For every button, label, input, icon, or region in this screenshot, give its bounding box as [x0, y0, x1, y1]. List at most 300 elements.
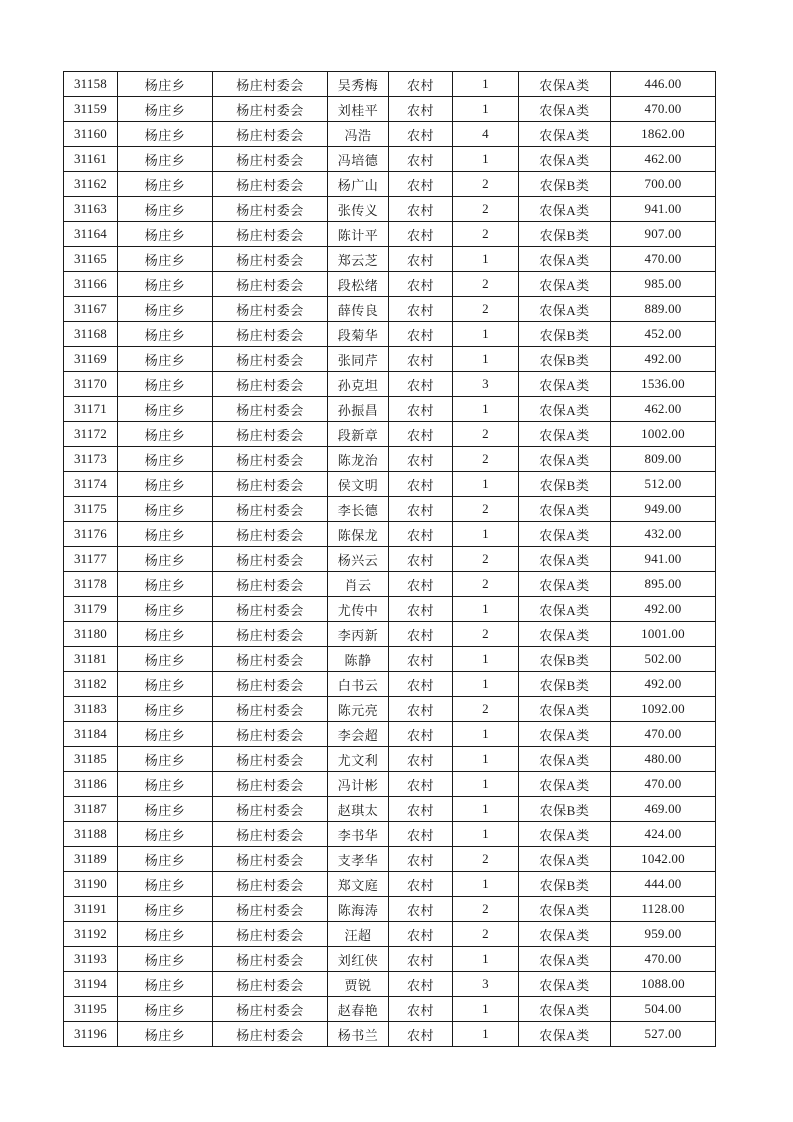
cell-township: 杨庄乡: [118, 122, 213, 147]
cell-household-type: 农村: [389, 747, 453, 772]
cell-record-id: 31188: [64, 822, 118, 847]
cell-amount: 452.00: [611, 322, 716, 347]
cell-person-count: 2: [453, 847, 519, 872]
table-row: [64, 1022, 716, 1047]
cell-record-id: 31175: [64, 497, 118, 522]
table-row: [64, 247, 716, 272]
cell-person-name: 郑文庭: [328, 872, 389, 897]
cell-amount: 446.00: [611, 72, 716, 97]
cell-village-committee: 杨庄村委会: [213, 547, 328, 572]
cell-record-id: 31166: [64, 272, 118, 297]
cell-person-count: 2: [453, 222, 519, 247]
cell-insurance-category: 农保A类: [519, 197, 611, 222]
cell-insurance-category: 农保A类: [519, 97, 611, 122]
cell-amount: 985.00: [611, 272, 716, 297]
cell-person-count: 2: [453, 447, 519, 472]
cell-person-name: 赵春艳: [328, 997, 389, 1022]
cell-township: 杨庄乡: [118, 447, 213, 472]
cell-household-type: 农村: [389, 472, 453, 497]
cell-person-count: 1: [453, 472, 519, 497]
table-row: [64, 97, 716, 122]
cell-village-committee: 杨庄村委会: [213, 972, 328, 997]
table-row: [64, 597, 716, 622]
table-row: [64, 497, 716, 522]
cell-amount: 907.00: [611, 222, 716, 247]
table-row: [64, 397, 716, 422]
cell-insurance-category: 农保A类: [519, 247, 611, 272]
cell-person-count: 1: [453, 72, 519, 97]
cell-person-name: 段新章: [328, 422, 389, 447]
table-row: [64, 647, 716, 672]
cell-village-committee: 杨庄村委会: [213, 997, 328, 1022]
table-row: [64, 972, 716, 997]
cell-township: 杨庄乡: [118, 822, 213, 847]
cell-village-committee: 杨庄村委会: [213, 172, 328, 197]
cell-insurance-category: 农保B类: [519, 797, 611, 822]
cell-township: 杨庄乡: [118, 522, 213, 547]
cell-person-name: 支孝华: [328, 847, 389, 872]
cell-record-id: 31169: [64, 347, 118, 372]
cell-amount: 432.00: [611, 522, 716, 547]
cell-record-id: 31196: [64, 1022, 118, 1047]
cell-amount: 889.00: [611, 297, 716, 322]
cell-township: 杨庄乡: [118, 972, 213, 997]
cell-record-id: 31190: [64, 872, 118, 897]
cell-household-type: 农村: [389, 97, 453, 122]
cell-township: 杨庄乡: [118, 197, 213, 222]
cell-insurance-category: 农保A类: [519, 122, 611, 147]
table-row: [64, 72, 716, 97]
table-row: [64, 447, 716, 472]
cell-person-name: 陈海涛: [328, 897, 389, 922]
cell-person-name: 汪超: [328, 922, 389, 947]
cell-household-type: 农村: [389, 597, 453, 622]
cell-person-count: 1: [453, 147, 519, 172]
cell-household-type: 农村: [389, 322, 453, 347]
cell-person-name: 陈静: [328, 647, 389, 672]
cell-household-type: 农村: [389, 697, 453, 722]
table-row: [64, 172, 716, 197]
cell-insurance-category: 农保A类: [519, 597, 611, 622]
cell-insurance-category: 农保A类: [519, 422, 611, 447]
cell-person-name: 李书华: [328, 822, 389, 847]
cell-person-name: 刘红侠: [328, 947, 389, 972]
cell-record-id: 31193: [64, 947, 118, 972]
cell-township: 杨庄乡: [118, 547, 213, 572]
cell-insurance-category: 农保A类: [519, 747, 611, 772]
cell-household-type: 农村: [389, 497, 453, 522]
cell-village-committee: 杨庄村委会: [213, 797, 328, 822]
cell-record-id: 31161: [64, 147, 118, 172]
cell-record-id: 31178: [64, 572, 118, 597]
cell-insurance-category: 农保B类: [519, 672, 611, 697]
cell-village-committee: 杨庄村委会: [213, 1022, 328, 1047]
cell-township: 杨庄乡: [118, 997, 213, 1022]
cell-township: 杨庄乡: [118, 922, 213, 947]
table-row: [64, 997, 716, 1022]
cell-person-count: 1: [453, 97, 519, 122]
cell-household-type: 农村: [389, 297, 453, 322]
cell-person-count: 2: [453, 172, 519, 197]
cell-person-name: 陈计平: [328, 222, 389, 247]
table-body: [64, 72, 716, 1047]
cell-record-id: 31163: [64, 197, 118, 222]
cell-amount: 1042.00: [611, 847, 716, 872]
cell-insurance-category: 农保A类: [519, 72, 611, 97]
cell-record-id: 31164: [64, 222, 118, 247]
cell-amount: 941.00: [611, 197, 716, 222]
cell-township: 杨庄乡: [118, 172, 213, 197]
cell-amount: 424.00: [611, 822, 716, 847]
cell-household-type: 农村: [389, 847, 453, 872]
cell-amount: 480.00: [611, 747, 716, 772]
cell-record-id: 31174: [64, 472, 118, 497]
cell-township: 杨庄乡: [118, 72, 213, 97]
cell-township: 杨庄乡: [118, 847, 213, 872]
cell-township: 杨庄乡: [118, 322, 213, 347]
cell-person-count: 2: [453, 897, 519, 922]
cell-person-name: 段菊华: [328, 322, 389, 347]
cell-amount: 492.00: [611, 672, 716, 697]
cell-township: 杨庄乡: [118, 397, 213, 422]
cell-village-committee: 杨庄村委会: [213, 197, 328, 222]
cell-person-count: 1: [453, 822, 519, 847]
table-row: [64, 122, 716, 147]
cell-township: 杨庄乡: [118, 497, 213, 522]
table-row: [64, 772, 716, 797]
table-row: [64, 147, 716, 172]
cell-amount: 1001.00: [611, 622, 716, 647]
cell-township: 杨庄乡: [118, 747, 213, 772]
cell-household-type: 农村: [389, 522, 453, 547]
cell-person-name: 冯计彬: [328, 772, 389, 797]
cell-person-count: 2: [453, 497, 519, 522]
cell-record-id: 31182: [64, 672, 118, 697]
cell-amount: 959.00: [611, 922, 716, 947]
cell-village-committee: 杨庄村委会: [213, 772, 328, 797]
cell-township: 杨庄乡: [118, 97, 213, 122]
cell-household-type: 农村: [389, 647, 453, 672]
cell-record-id: 31165: [64, 247, 118, 272]
cell-insurance-category: 农保A类: [519, 947, 611, 972]
cell-household-type: 农村: [389, 822, 453, 847]
cell-village-committee: 杨庄村委会: [213, 322, 328, 347]
cell-household-type: 农村: [389, 197, 453, 222]
cell-record-id: 31180: [64, 622, 118, 647]
table-row: [64, 547, 716, 572]
table-row: [64, 422, 716, 447]
cell-village-committee: 杨庄村委会: [213, 447, 328, 472]
cell-amount: 1536.00: [611, 372, 716, 397]
cell-village-committee: 杨庄村委会: [213, 247, 328, 272]
table-row: [64, 572, 716, 597]
cell-insurance-category: 农保A类: [519, 972, 611, 997]
cell-person-count: 2: [453, 622, 519, 647]
cell-record-id: 31172: [64, 422, 118, 447]
cell-household-type: 农村: [389, 797, 453, 822]
cell-household-type: 农村: [389, 397, 453, 422]
table-row: [64, 472, 716, 497]
cell-village-committee: 杨庄村委会: [213, 872, 328, 897]
cell-household-type: 农村: [389, 572, 453, 597]
cell-household-type: 农村: [389, 947, 453, 972]
cell-village-committee: 杨庄村委会: [213, 372, 328, 397]
table-row: [64, 897, 716, 922]
cell-person-name: 刘桂平: [328, 97, 389, 122]
cell-township: 杨庄乡: [118, 272, 213, 297]
cell-amount: 941.00: [611, 547, 716, 572]
cell-insurance-category: 农保B类: [519, 222, 611, 247]
table-row: [64, 297, 716, 322]
cell-amount: 809.00: [611, 447, 716, 472]
cell-record-id: 31192: [64, 922, 118, 947]
cell-person-count: 1: [453, 247, 519, 272]
cell-person-count: 2: [453, 197, 519, 222]
cell-amount: 512.00: [611, 472, 716, 497]
cell-amount: 470.00: [611, 947, 716, 972]
cell-insurance-category: 农保A类: [519, 572, 611, 597]
cell-township: 杨庄乡: [118, 722, 213, 747]
cell-person-name: 贾锐: [328, 972, 389, 997]
cell-amount: 492.00: [611, 597, 716, 622]
cell-insurance-category: 农保B类: [519, 322, 611, 347]
table-row: [64, 347, 716, 372]
cell-record-id: 31181: [64, 647, 118, 672]
cell-record-id: 31159: [64, 97, 118, 122]
cell-amount: 470.00: [611, 722, 716, 747]
cell-insurance-category: 农保A类: [519, 822, 611, 847]
cell-township: 杨庄乡: [118, 947, 213, 972]
cell-village-committee: 杨庄村委会: [213, 397, 328, 422]
cell-person-count: 1: [453, 1022, 519, 1047]
table-row: [64, 522, 716, 547]
cell-township: 杨庄乡: [118, 147, 213, 172]
cell-record-id: 31162: [64, 172, 118, 197]
cell-township: 杨庄乡: [118, 872, 213, 897]
cell-household-type: 农村: [389, 347, 453, 372]
cell-amount: 1862.00: [611, 122, 716, 147]
cell-person-count: 2: [453, 572, 519, 597]
cell-household-type: 农村: [389, 972, 453, 997]
cell-household-type: 农村: [389, 447, 453, 472]
cell-township: 杨庄乡: [118, 672, 213, 697]
cell-household-type: 农村: [389, 422, 453, 447]
cell-village-committee: 杨庄村委会: [213, 897, 328, 922]
cell-insurance-category: 农保B类: [519, 472, 611, 497]
cell-township: 杨庄乡: [118, 472, 213, 497]
cell-household-type: 农村: [389, 897, 453, 922]
cell-township: 杨庄乡: [118, 597, 213, 622]
cell-person-count: 1: [453, 772, 519, 797]
cell-insurance-category: 农保A类: [519, 272, 611, 297]
cell-township: 杨庄乡: [118, 422, 213, 447]
cell-person-name: 杨书兰: [328, 1022, 389, 1047]
cell-record-id: 31179: [64, 597, 118, 622]
cell-insurance-category: 农保A类: [519, 522, 611, 547]
cell-person-name: 孙振昌: [328, 397, 389, 422]
cell-amount: 462.00: [611, 397, 716, 422]
table-row: [64, 222, 716, 247]
cell-insurance-category: 农保A类: [519, 1022, 611, 1047]
cell-village-committee: 杨庄村委会: [213, 947, 328, 972]
cell-village-committee: 杨庄村委会: [213, 97, 328, 122]
cell-person-name: 白书云: [328, 672, 389, 697]
table-row: [64, 872, 716, 897]
table-row: [64, 197, 716, 222]
cell-village-committee: 杨庄村委会: [213, 347, 328, 372]
cell-person-name: 陈龙治: [328, 447, 389, 472]
cell-person-count: 1: [453, 597, 519, 622]
cell-person-name: 段松绪: [328, 272, 389, 297]
cell-township: 杨庄乡: [118, 372, 213, 397]
cell-person-name: 杨广山: [328, 172, 389, 197]
cell-insurance-category: 农保A类: [519, 497, 611, 522]
cell-person-count: 1: [453, 672, 519, 697]
cell-amount: 700.00: [611, 172, 716, 197]
cell-insurance-category: 农保A类: [519, 772, 611, 797]
cell-household-type: 农村: [389, 672, 453, 697]
cell-person-count: 1: [453, 747, 519, 772]
cell-record-id: 31167: [64, 297, 118, 322]
table-row: [64, 372, 716, 397]
cell-person-name: 杨兴云: [328, 547, 389, 572]
cell-person-count: 1: [453, 347, 519, 372]
table-row: [64, 322, 716, 347]
cell-record-id: 31177: [64, 547, 118, 572]
cell-amount: 492.00: [611, 347, 716, 372]
cell-village-committee: 杨庄村委会: [213, 497, 328, 522]
cell-person-name: 冯培德: [328, 147, 389, 172]
cell-person-count: 1: [453, 322, 519, 347]
cell-township: 杨庄乡: [118, 572, 213, 597]
cell-person-name: 薛传良: [328, 297, 389, 322]
cell-person-name: 李丙新: [328, 622, 389, 647]
cell-amount: 462.00: [611, 147, 716, 172]
cell-insurance-category: 农保A类: [519, 997, 611, 1022]
cell-insurance-category: 农保A类: [519, 297, 611, 322]
cell-record-id: 31191: [64, 897, 118, 922]
cell-township: 杨庄乡: [118, 222, 213, 247]
cell-village-committee: 杨庄村委会: [213, 622, 328, 647]
cell-household-type: 农村: [389, 222, 453, 247]
cell-amount: 1128.00: [611, 897, 716, 922]
cell-village-committee: 杨庄村委会: [213, 147, 328, 172]
cell-household-type: 农村: [389, 872, 453, 897]
cell-household-type: 农村: [389, 997, 453, 1022]
cell-insurance-category: 农保A类: [519, 922, 611, 947]
cell-person-name: 郑云芝: [328, 247, 389, 272]
cell-record-id: 31176: [64, 522, 118, 547]
cell-amount: 895.00: [611, 572, 716, 597]
cell-amount: 470.00: [611, 97, 716, 122]
cell-person-count: 1: [453, 522, 519, 547]
cell-household-type: 农村: [389, 122, 453, 147]
cell-insurance-category: 农保A类: [519, 847, 611, 872]
table-row: [64, 622, 716, 647]
cell-township: 杨庄乡: [118, 347, 213, 372]
cell-village-committee: 杨庄村委会: [213, 297, 328, 322]
cell-village-committee: 杨庄村委会: [213, 647, 328, 672]
cell-person-count: 1: [453, 722, 519, 747]
cell-person-count: 1: [453, 947, 519, 972]
cell-amount: 1092.00: [611, 697, 716, 722]
cell-person-count: 1: [453, 647, 519, 672]
cell-record-id: 31183: [64, 697, 118, 722]
cell-person-name: 李会超: [328, 722, 389, 747]
cell-person-count: 3: [453, 972, 519, 997]
cell-household-type: 农村: [389, 1022, 453, 1047]
cell-village-committee: 杨庄村委会: [213, 697, 328, 722]
cell-household-type: 农村: [389, 547, 453, 572]
cell-insurance-category: 农保A类: [519, 447, 611, 472]
cell-insurance-category: 农保B类: [519, 347, 611, 372]
cell-person-name: 冯浩: [328, 122, 389, 147]
cell-amount: 502.00: [611, 647, 716, 672]
cell-record-id: 31170: [64, 372, 118, 397]
cell-person-count: 2: [453, 922, 519, 947]
cell-village-committee: 杨庄村委会: [213, 122, 328, 147]
cell-amount: 470.00: [611, 247, 716, 272]
cell-township: 杨庄乡: [118, 247, 213, 272]
cell-amount: 504.00: [611, 997, 716, 1022]
table-row: [64, 847, 716, 872]
cell-insurance-category: 农保A类: [519, 397, 611, 422]
cell-insurance-category: 农保B类: [519, 172, 611, 197]
cell-person-name: 孙克坦: [328, 372, 389, 397]
cell-record-id: 31168: [64, 322, 118, 347]
cell-amount: 444.00: [611, 872, 716, 897]
cell-person-count: 2: [453, 697, 519, 722]
cell-household-type: 农村: [389, 922, 453, 947]
table-row: [64, 797, 716, 822]
cell-household-type: 农村: [389, 247, 453, 272]
table-row: [64, 722, 716, 747]
table-row: [64, 947, 716, 972]
cell-person-count: 2: [453, 297, 519, 322]
cell-record-id: 31195: [64, 997, 118, 1022]
cell-township: 杨庄乡: [118, 647, 213, 672]
cell-amount: 470.00: [611, 772, 716, 797]
cell-village-committee: 杨庄村委会: [213, 822, 328, 847]
cell-village-committee: 杨庄村委会: [213, 472, 328, 497]
cell-household-type: 农村: [389, 722, 453, 747]
cell-person-name: 李长德: [328, 497, 389, 522]
cell-insurance-category: 农保A类: [519, 547, 611, 572]
cell-record-id: 31185: [64, 747, 118, 772]
cell-person-count: 2: [453, 422, 519, 447]
table-row: [64, 922, 716, 947]
cell-record-id: 31173: [64, 447, 118, 472]
cell-insurance-category: 农保B类: [519, 647, 611, 672]
cell-insurance-category: 农保A类: [519, 147, 611, 172]
table-row: [64, 747, 716, 772]
cell-person-count: 1: [453, 997, 519, 1022]
cell-household-type: 农村: [389, 72, 453, 97]
insurance-benefit-table: [63, 71, 716, 1047]
cell-person-name: 陈保龙: [328, 522, 389, 547]
cell-person-name: 张传义: [328, 197, 389, 222]
cell-insurance-category: 农保A类: [519, 697, 611, 722]
cell-township: 杨庄乡: [118, 797, 213, 822]
cell-person-name: 张同芹: [328, 347, 389, 372]
cell-person-name: 尤传中: [328, 597, 389, 622]
cell-village-committee: 杨庄村委会: [213, 672, 328, 697]
cell-household-type: 农村: [389, 147, 453, 172]
cell-person-name: 尤文利: [328, 747, 389, 772]
cell-village-committee: 杨庄村委会: [213, 922, 328, 947]
cell-household-type: 农村: [389, 372, 453, 397]
cell-insurance-category: 农保A类: [519, 622, 611, 647]
